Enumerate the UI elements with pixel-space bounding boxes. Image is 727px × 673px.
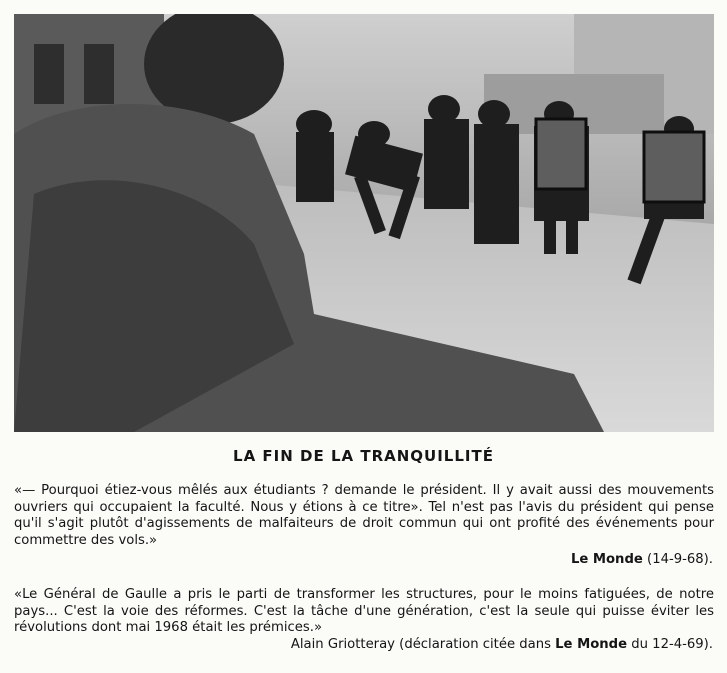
quote-source-1 (571, 552, 713, 567)
source-date-1: (14-9-68). (647, 552, 713, 567)
quote-text-1: «— Pourquoi étiez-vous mêlés aux étudiants ? demande le président. Il y avait aussi des mouvements ouvriers qui occupaient la faculté. Nous y étions à ce titre». Tel n'est pas l'avis du président qui pense qu'il s'agit plutôt d'agissements de malfaiteurs de droit commun qui ont profité des événements pour commettre des vols.» (14, 483, 714, 548)
source-newspaper-2: Le Monde (555, 637, 628, 652)
quote-source-2 (291, 637, 713, 652)
photo-caption: LA FIN DE LA TRANQUILLITÉ (233, 447, 494, 465)
source-author-2: Alain Griotteray (déclaration citée dans (290, 637, 551, 652)
quote-text-2: «Le Général de Gaulle a pris le parti de transformer les structures, pour le moins fatiguées, de notre pays... C'est la voie des réformes. C'est la tâche d'une génération, c'est la seule qui puisse éviter les révolutions dont mai 1968 était les prémices.» (14, 587, 714, 636)
source-newspaper-1: Le Monde (570, 552, 643, 567)
riot-photo (14, 14, 714, 432)
source-date-2: du 12-4-69). (631, 637, 713, 652)
